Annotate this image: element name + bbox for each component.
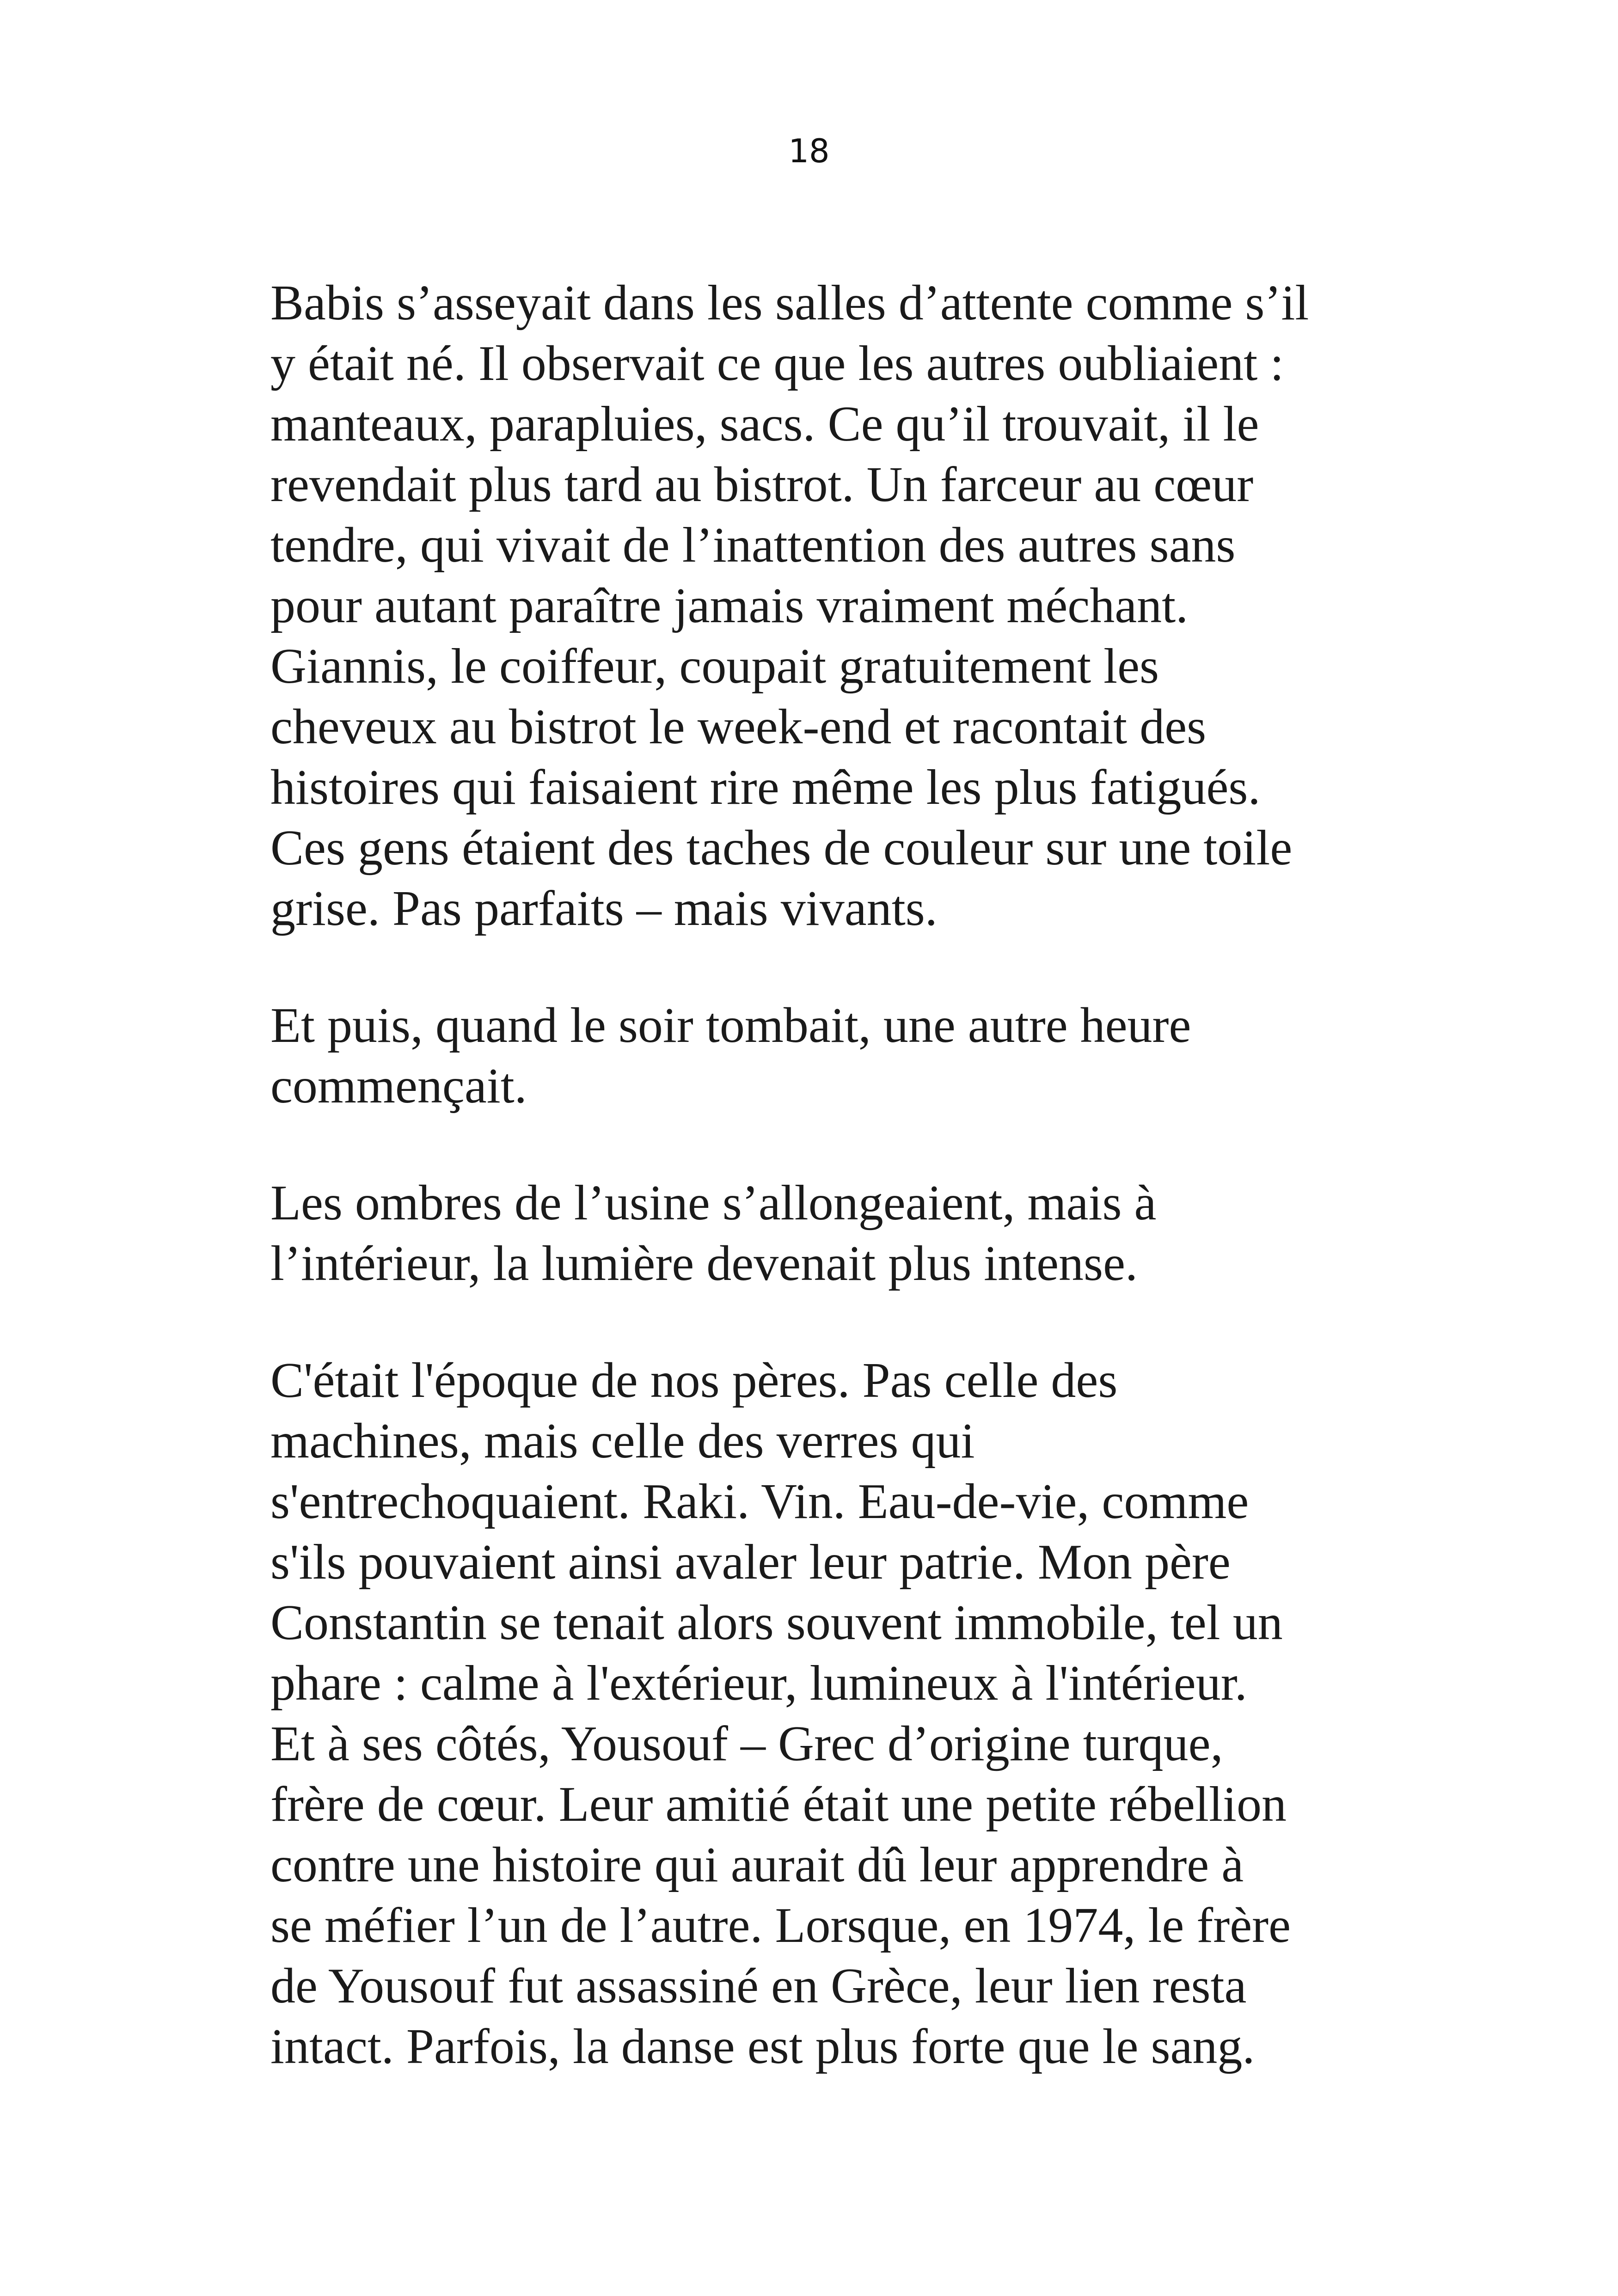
text-line: y était né. Il observait ce que les autres oubliaient : [270,336,1284,391]
text-line: contre une histoire qui aurait dû leur apprendre à [270,1837,1244,1892]
text-line: Et à ses côtés, Yousouf – Grec d’origine turque, [270,1716,1223,1771]
paragraph-2 [270,995,1380,1116]
text-line: Giannis, le coiffeur, coupait gratuitement les [270,639,1159,694]
body-text [270,273,1380,2077]
text-line: cheveux au bistrot le week-end et racontait des [270,699,1207,754]
text-line: intact. Parfois, la danse est plus forte que le sang. [270,2019,1255,2074]
text-line: frère de cœur. Leur amitié était une petite rébellion [270,1777,1287,1832]
text-line: Les ombres de l’usine s’allongeaient, mais à [270,1176,1157,1231]
text-line: grise. Pas parfaits – mais vivants. [270,881,938,936]
text-line: commençait. [270,1059,527,1114]
paragraph-1 [270,273,1380,939]
text-line: se méfier l’un de l’autre. Lorsque, en 1974, le frère [270,1898,1291,1953]
text-line: revendait plus tard au bistrot. Un farceur au cœur [270,457,1254,512]
text-line: l’intérieur, la lumière devenait plus intense. [270,1236,1138,1291]
text-line: machines, mais celle des verres qui [270,1414,975,1469]
text-line: Constantin se tenait alors souvent immobile, tel un [270,1595,1283,1650]
text-line: pour autant paraître jamais vraiment méchant. [270,578,1189,633]
paragraph-4 [270,1350,1380,2077]
text-line: histoires qui faisaient rire même les plus fatigués. [270,760,1261,815]
text-line: s'ils pouvaient ainsi avaler leur patrie. Mon père [270,1535,1231,1590]
text-line: manteaux, parapluies, sacs. Ce qu’il trouvait, il le [270,397,1259,452]
text-line: tendre, qui vivait de l’inattention des autres sans [270,518,1236,573]
text-line: phare : calme à l'extérieur, lumineux à l'intérieur. [270,1656,1247,1711]
paragraph-3 [270,1173,1380,1294]
text-line: de Yousouf fut assassiné en Grèce, leur lien resta [270,1959,1247,2014]
text-line: C'était l'époque de nos pères. Pas celle des [270,1353,1118,1408]
text-line: Et puis, quand le soir tombait, une autre heure [270,998,1191,1053]
text-line: Babis s’asseyait dans les salles d’attente comme s’il [270,276,1309,331]
page-number: 18 [788,132,830,170]
text-line: Ces gens étaient des taches de couleur sur une toile [270,820,1293,876]
text-line: s'entrechoquaient. Raki. Vin. Eau-de-vie, comme [270,1474,1249,1529]
